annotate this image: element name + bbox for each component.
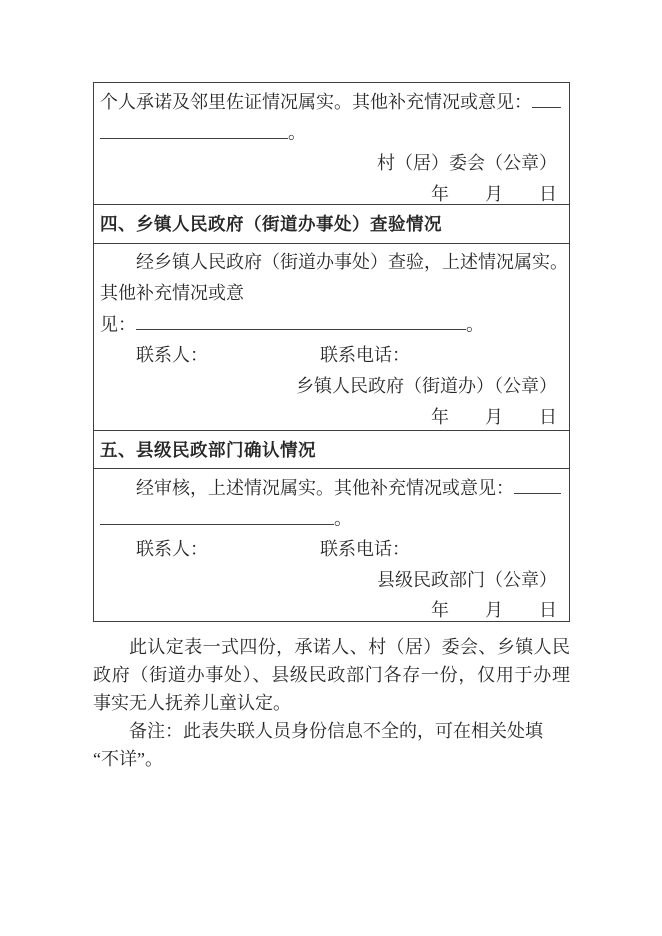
county-contacts-line — [100, 534, 563, 565]
contact-person-label: 联系人： — [136, 345, 208, 366]
county-date-line: 年 月 日 — [431, 600, 557, 621]
blank-underline — [100, 117, 288, 139]
section5-title: 五、县级民政部门确认情况 — [100, 439, 316, 460]
county-blank-line — [100, 503, 563, 534]
village-blank-line — [100, 117, 563, 148]
county-confirmation-cell — [94, 469, 569, 621]
section5-header-row — [94, 431, 569, 470]
village-stamp-line: 村（居）委会（公章） — [377, 153, 557, 174]
period: 。 — [466, 314, 484, 335]
period: 。 — [334, 508, 352, 529]
township-statement-line3 — [100, 309, 563, 341]
contact-phone-label: 联系电话： — [320, 345, 410, 366]
remark-note-line2: “不详”。 — [93, 749, 163, 769]
document-body — [93, 82, 570, 773]
county-stamp-line: 县级民政部门（公章） — [377, 569, 557, 590]
county-statement-text: 经审核，上述情况属实。其他补充情况或意见： — [136, 477, 514, 498]
county-statement-line — [100, 472, 563, 503]
village-committee-cell — [94, 83, 569, 205]
township-date-line: 年 月 日 — [431, 407, 557, 428]
township-statement-line3-label: 见： — [100, 314, 136, 335]
township-verification-cell — [94, 244, 569, 431]
blank-underline — [136, 309, 466, 331]
notes-section — [93, 633, 570, 773]
copies-note-line2: 政府（街道办事处）、县级民政部门各存一份，仅用于办理 — [93, 665, 570, 685]
township-statement-line2: 其他补充情况或意 — [100, 282, 244, 303]
section4-title: 四、乡镇人民政府（街道办事处）查验情况 — [100, 214, 442, 234]
blank-underline — [100, 503, 334, 525]
village-date-line: 年 月 日 — [431, 183, 557, 204]
township-statement-line1: 经乡镇人民政府（街道办事处）查验，上述情况属实。 — [136, 251, 568, 272]
village-statement-text: 个人承诺及邻里佐证情况属实。其他补充情况或意见： — [100, 91, 532, 112]
remark-note-line1: 备注：此表失联人员身份信息不全的，可在相关处填 — [129, 721, 543, 741]
form-table — [93, 82, 570, 622]
copies-note-line3: 事实无人抚养儿童认定。 — [93, 693, 291, 713]
blank-underline — [514, 472, 561, 494]
contact-person-label: 联系人： — [136, 539, 208, 560]
blank-underline — [532, 86, 561, 108]
section4-header-row — [94, 205, 569, 244]
village-statement-line — [100, 86, 563, 117]
township-contacts-line — [100, 340, 563, 371]
copies-note-line1: 此认定表一式四份，承诺人、村（居）委会、乡镇人民 — [129, 637, 570, 657]
contact-phone-label: 联系电话： — [320, 539, 410, 560]
period: 。 — [288, 122, 306, 143]
township-stamp-line: 乡镇人民政府（街道办）（公章） — [296, 376, 557, 397]
